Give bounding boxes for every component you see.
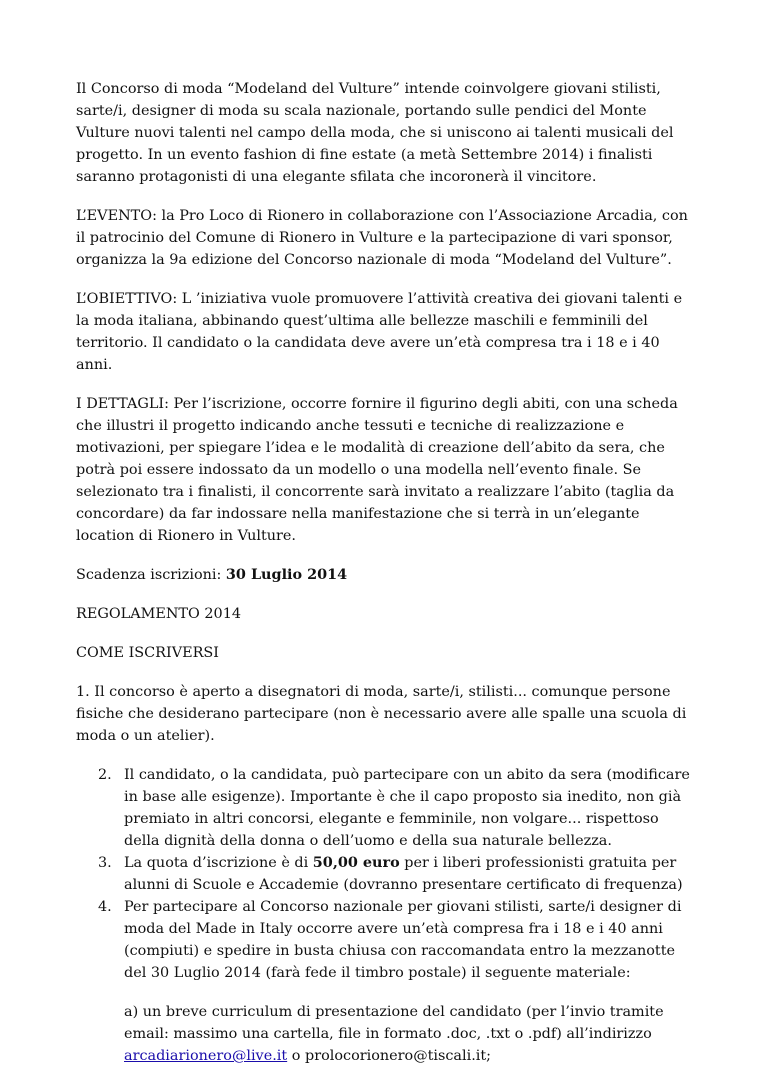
come-iscriversi-heading: COME ISCRIVERSI: [76, 645, 219, 661]
rule-text-before: La quota d’iscrizione è di: [124, 855, 313, 871]
rule-item-2: [98, 764, 692, 852]
rule-text: Per partecipare al Concorso nazionale per giovani stilisti, sarte/i designer di moda del Made in Italy occorre avere un’età compresa fra i 18 e i 40 anni (compiuti) e spedire in busta chiusa con raccomandata entro la mezzanotte del 30 Luglio 2014 (farà fede il timbro postale) il seguente materiale:: [124, 899, 682, 981]
rule-1-paragraph: 1. Il concorso è aperto a disegnatori di moda, sarte/i, stilisti... comunque persone fisiche che desiderano partecipare (non è necessario avere alle spalle una scuola di moda o un atelier).: [76, 684, 687, 744]
rule-text: Il candidato, o la candidata, può partecipare con un abito da sera (modificare in base alle esigenze). Importante è che il capo proposto sia inedito, non già premiato in altri concorsi, elegante e femminile, non volgare... rispettoso della dignità della donna o dell’uomo e della sua naturale bellezza.: [124, 767, 690, 849]
rules-list: [76, 764, 692, 1067]
rule-item-4: [98, 896, 692, 1067]
subitem-text-after: o prolocorionero@tiscali.it;: [287, 1048, 492, 1064]
scadenza-label: Scadenza iscrizioni:: [76, 567, 226, 583]
rule-number: 3.: [98, 855, 112, 871]
obiettivo-paragraph: L’OBIETTIVO: L ’iniziativa vuole promuovere l’attività creativa dei giovani talenti e la moda italiana, abbinando quest’ultima alle bellezze maschili e femminili del territorio. Il candidato o la candidata deve avere un’età compresa tra i 18 e i 40 anni.: [76, 291, 683, 373]
dettagli-paragraph: I DETTAGLI: Per l’iscrizione, occorre fornire il figurino degli abiti, con una scheda che illustri il progetto indicando anche tessuti e tecniche di realizzazione e motivazioni, per spiegare l’idea e le modalità di creazione dell’abito da sera, che potrà poi essere indossato da un modello o una modella nell’evento finale. Se selezionato tra i finalisti, il concorrente sarà invitato a realizzare l’abito (taglia da concordare) da far indossare nella manifestazione che si terrà in un’elegante location di Rionero in Vulture.: [76, 396, 678, 544]
scadenza-date: 30 Luglio 2014: [225, 566, 348, 583]
evento-paragraph: L’EVENTO: la Pro Loco di Rionero in collaborazione con l’Associazione Arcadia, con il patrocinio del Comune di Rionero in Vulture e la partecipazione di vari sponsor, organizza la 9a edizione del Concorso nazionale di moda “Modeland del Vulture”.: [76, 208, 688, 268]
rule-number: 4.: [98, 899, 112, 915]
intro-paragraph: Il Concorso di moda “Modeland del Vulture” intende coinvolgere giovani stilisti, sarte/i, designer di moda su scala nazionale, portando sulle pendici del Monte Vulture nuovi talenti nel campo della moda, che si uniscono ai talenti musicali del progetto. In un evento fashion di fine estate (a metà Settembre 2014) i finalisti saranno protagonisti di una elegante sfilata che incoronerà il vincitore.: [76, 81, 674, 185]
rule-item-3: [98, 852, 692, 896]
rule-number: 2.: [98, 767, 112, 783]
subitem-text-before: a) un breve curriculum di presentazione del candidato (per l’invio tramite email: massimo una cartella, file in formato .doc, .txt o .pdf) all’indirizzo: [124, 1004, 664, 1042]
rule-text-after: per i liberi professionisti gratuita per alunni di Scuole e Accademie (dovranno presentare certificato di frequenza): [124, 855, 683, 893]
fee-amount: 50,00 euro: [312, 854, 400, 871]
regolamento-heading: REGOLAMENTO 2014: [76, 606, 242, 622]
email-link[interactable]: arcadiarionero@live.it: [124, 1048, 288, 1064]
rule-4-subitem-a: [124, 1001, 692, 1067]
scadenza-paragraph: [76, 564, 692, 586]
